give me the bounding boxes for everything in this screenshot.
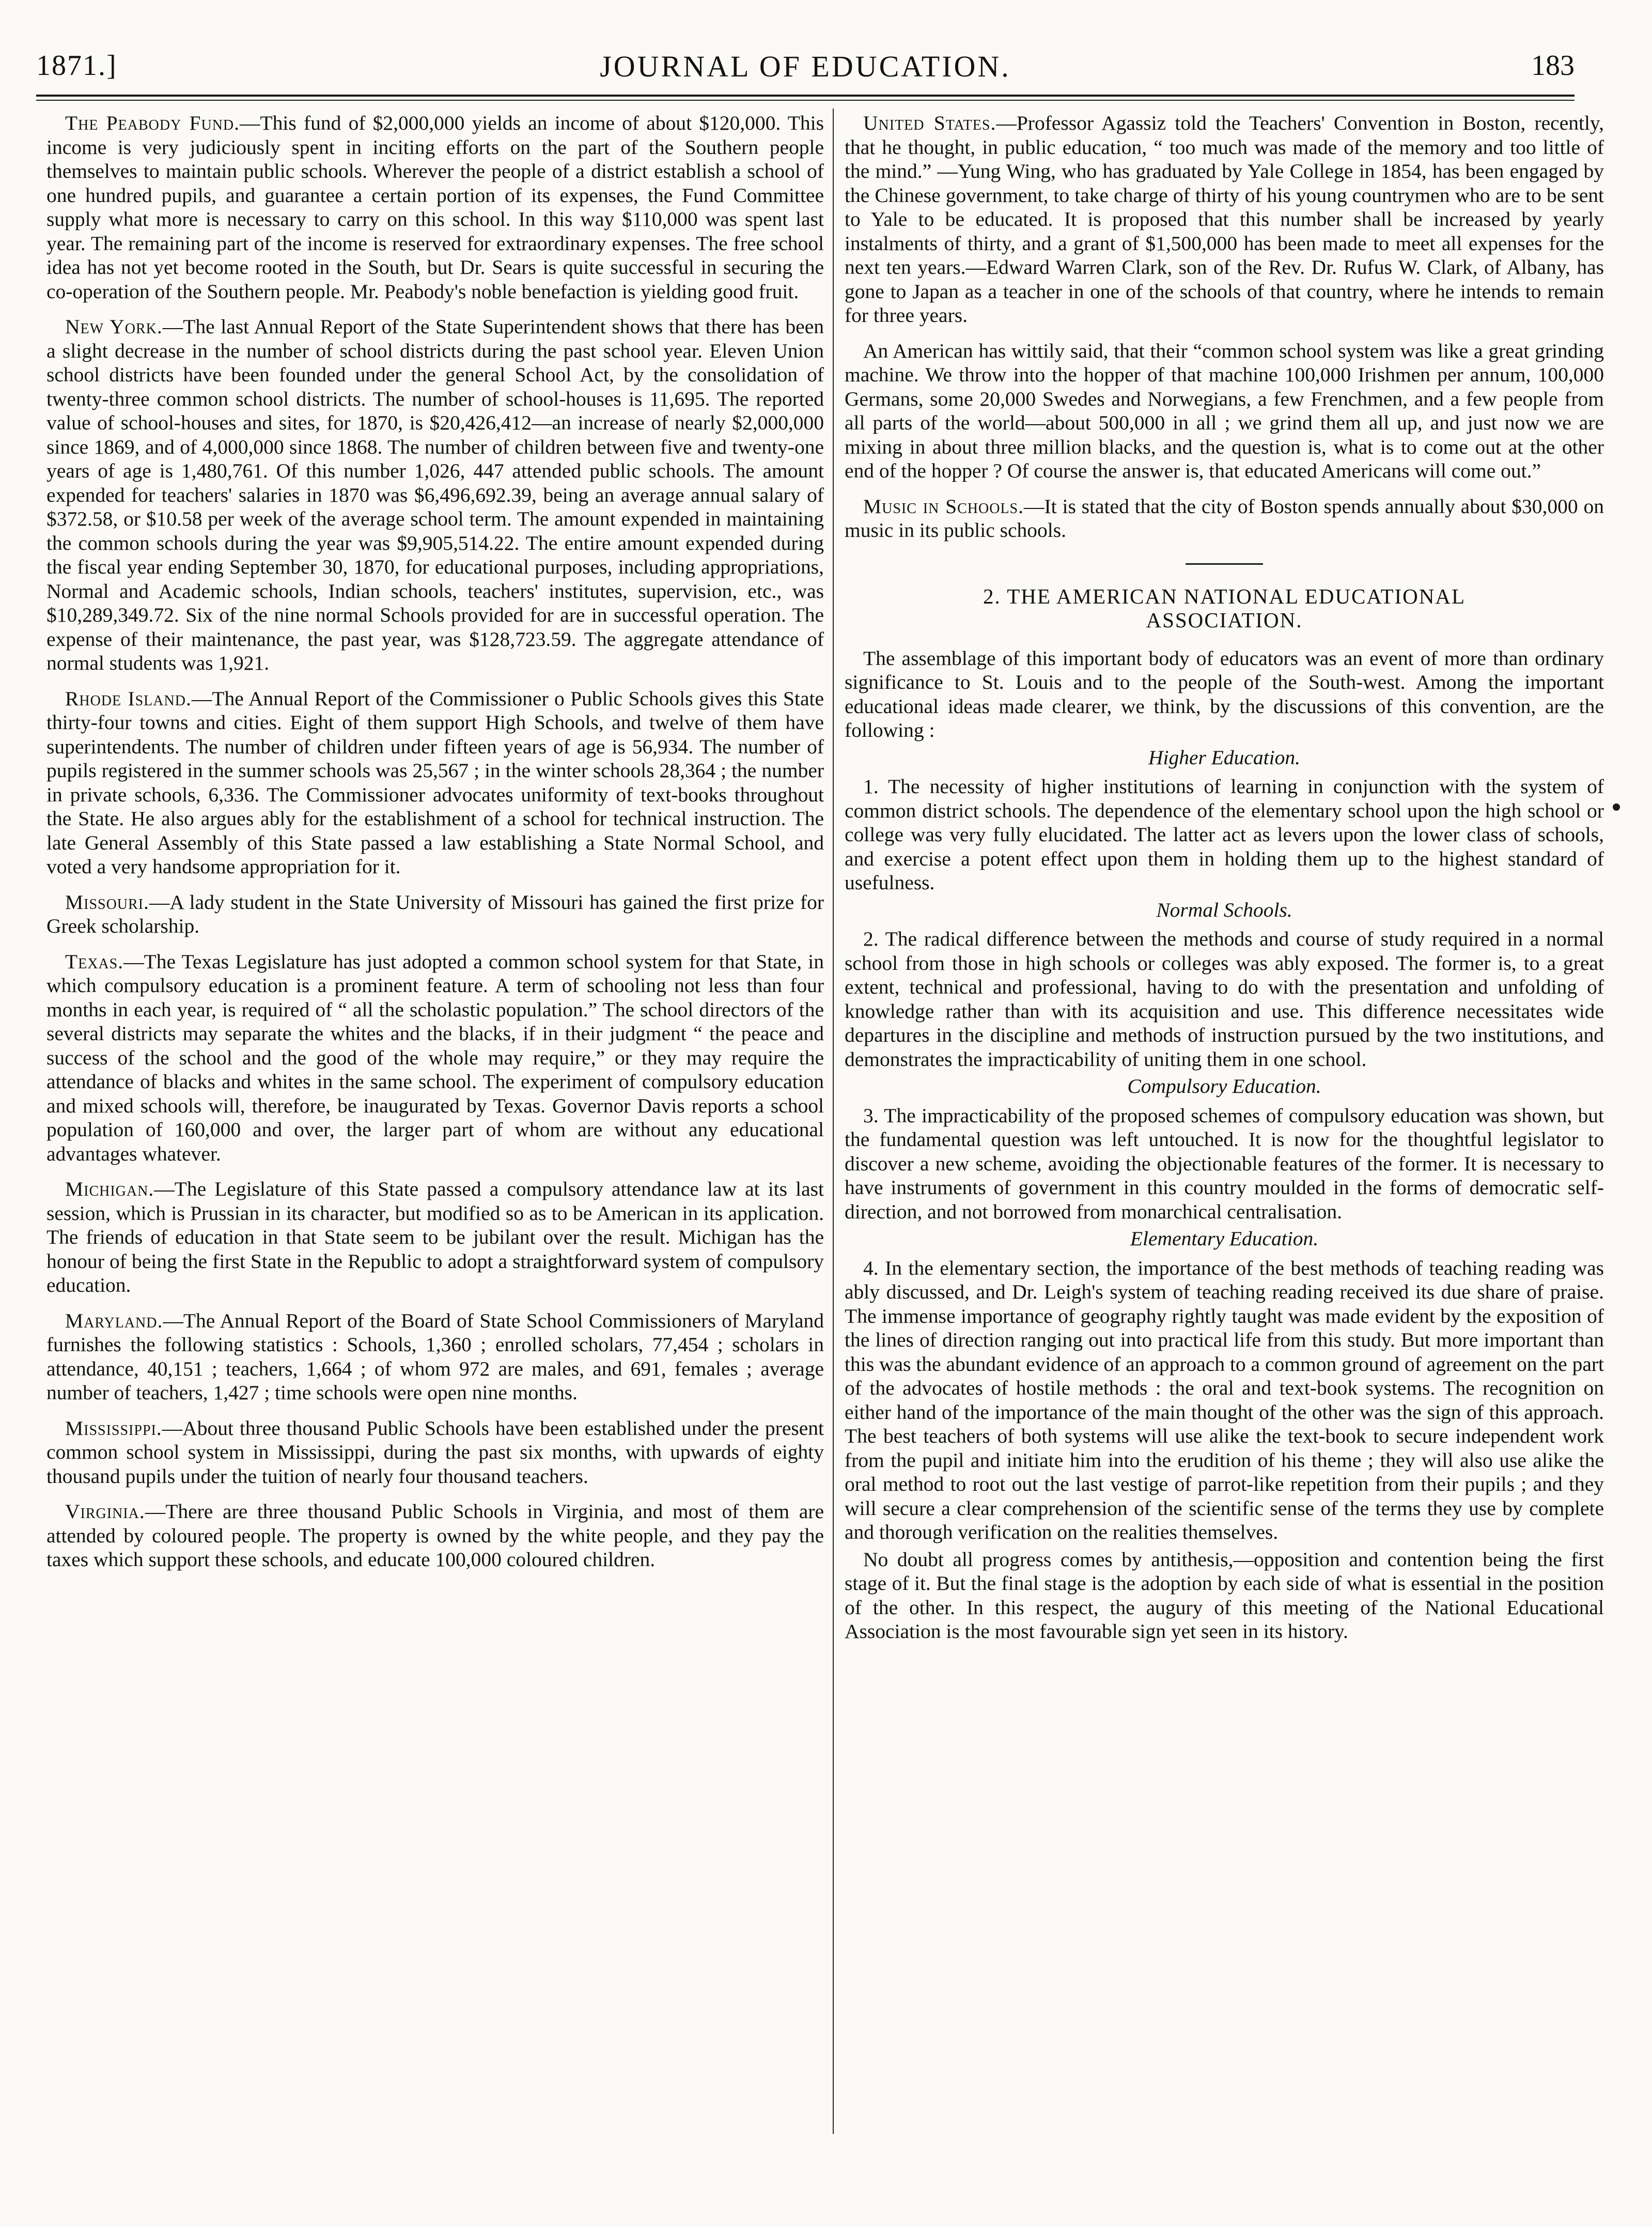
article-michigan	[46, 1177, 824, 1297]
article-mississippi	[46, 1416, 824, 1489]
column-divider	[833, 109, 834, 2134]
article-label: Mississippi.	[65, 1416, 162, 1440]
article-text: —This fund of $2,000,000 yields an income of about $120,000. This income is very judiciously spent in inciting efforts on the part of the Southern people themselves to maintain public schools. Wherever the people of a district establish a school of one hundred pupils, and guarantee a certain portion of its expenses, the Fund Committee supply what more is necessary to carry on this school. In this way $110,000 was spent last year. The remaining part of the income is reserved for extraordinary expenses. The free school idea has not yet become rooted in the South, but Dr. Sears is quite successful in securing the co-operation of the Southern people. Mr. Peabody's noble benefaction is yielding good fruit.	[46, 112, 824, 303]
margin-dot	[1613, 803, 1620, 811]
journal-title: JOURNAL OF EDUCATION.	[600, 50, 1011, 83]
article-label: Virginia.	[65, 1500, 145, 1523]
article-maryland	[46, 1309, 824, 1405]
point-elementary-education: 4. In the elementary section, the importance of the best methods of teaching reading was ably discussed, and Dr. Leigh's system of teaching reading received its due share of praise. The immense importance of geography rightly taught was made evident by the exposition of the lines of direction ranging out into practical life from this study. But more important than this was the abundant evidence of an approach to a common ground of agreement on the part of the advocates of hostile methods : the oral and text-book systems. The recognition on either hand of the importance of the main thought of the other was the sign of this approach. The best teachers of both systems will use alike the text-book to secure independent work from the pupil and initiate him into the erudition of his theme ; they will also use alike the oral method to root out the last vestige of parrot-like repetition from their pupils ; and they will secure a clear comprehension of the scientific sense of the terms they use by complete and thorough verification on the realities themselves.	[845, 1256, 1604, 1543]
article-text: —About three thousand Public Schools have been established under the present common school system in Mississippi, during the past six months, with upwards of eighty thousand pupils under the tuition of nearly four thousand teachers.	[46, 1416, 824, 1488]
article-texas	[46, 950, 824, 1166]
article-text: —It is stated that the city of Boston spends annually about $30,000 on music in its public schools.	[845, 494, 1604, 542]
article-peabody-fund	[46, 111, 824, 303]
article-label: Missouri.	[65, 890, 149, 914]
subheading-higher-education: Higher Education.	[1148, 746, 1300, 769]
subheading-elementary-education: Elementary Education.	[1130, 1227, 1319, 1250]
article-label: Rhode Island.	[65, 687, 192, 710]
article-text: —Professor Agassiz told the Teachers' Convention in Boston, recently, that he thought, in public education, “ too much was made of the memory and too little of the mind.” —Yung Wing, who has graduated by Yale College in 1854, has been engaged by the Chinese government, to take charge of thirty of his young countrymen who are to be sent to Yale to be educated. It is proposed that this number shall be increased by yearly instalments of thirty, and a grant of $1,500,000 has been made to meet all expenses for the next ten years.—Edward Warren Clark, son of the Rev. Dr. Rufus W. Clark, of Albany, has gone to Japan as a teacher in one of the schools of that country, where he intends to remain for three years.	[845, 112, 1604, 327]
article-text: —The last Annual Report of the State Superintendent shows that there has been a slight decrease in the number of school districts during the past school year. Eleven Union school districts have been founded under the general School Act, by the consolidation of twenty-three common school districts. The number of school-houses is 11,695. The reported value of school-houses and sites, for 1870, is $20,426,412—an increase of nearly $2,000,000 since 1869, and of 4,000,000 since 1868. The number of children between five and twenty-one years of age is 1,480,761. Of this number 1,026, 447 attended public schools. The amount expended for teachers' salaries in 1870 was $6,496,692.39, being an average annual salary of $372.58, or $10.58 per week of the average school term. The amount expended in maintaining the common schools during the year was $9,905,514.22. The entire amount expended during the fiscal year ending September 30, 1870, for educational purposes, including appropriations, Normal and Academic schools, Indian schools, teachers' institutes, supervision, etc., was $10,289,349.72. Six of the nine normal Schools provided for are in successful operation. The expense of their maintenance, the past year, was $128,723.59. The aggregate attendance of normal students was 1,921.	[46, 315, 824, 674]
article-rhode-island	[46, 687, 824, 879]
article-text: —The Annual Report of the Board of State School Commissioners of Maryland furnishes the following statistics : Schools, 1,360 ; enrolled scholars, 77,454 ; scholars in attendance, 40,151 ; teachers, 1,664 ; of whom 972 are males, and 691, females ; average number of teachers, 1,427 ; time schools were open nine months.	[46, 1309, 824, 1404]
header-rule-thick	[36, 95, 1575, 97]
header-rule-thin	[36, 100, 1575, 101]
closing-paragraph: No doubt all progress comes by antithesis,—opposition and contention being the first stage of it. But the final stage is the adoption by each side of what is essential in the position of the other. In this respect, the augury of this meeting of the National Educational Association is the most favourable sign yet seen in its history.	[845, 1548, 1604, 1643]
article-text: —There are three thousand Public Schools in Virginia, and most of them are attended by coloured people. The property is owned by the white people, and they pay the taxes which support these schools, and educate 100,000 coloured children.	[46, 1500, 824, 1571]
point-compulsory-education: 3. The impracticability of the proposed schemes of compulsory education was shown, but the fundamental question was left untouched. It is now for the thoughtful legislator to discover a new scheme, avoiding the objectionable features of the former. It is necessary to have instruments of government in this country moulded in the forms of democratic self-direction, and not borrowed from monarchical centralisation.	[845, 1104, 1604, 1223]
article-label: The Peabody Fund.	[65, 112, 240, 134]
subheading-compulsory-education: Compulsory Education.	[1127, 1075, 1321, 1097]
article-text: —A lady student in the State University of Missouri has gained the first prize for Greek scholarship.	[46, 890, 824, 937]
article-text: —The Annual Report of the Commissioner o Public Schools gives this State thirty-four towns and cities. Eight of them support High Schools, and twelve of them have superintendents. The number of children under fifteen years of age is 56,934. The number of pupils registered in the summer schools was 25,567 ; in the winter schools 28,364 ; the number in private schools, 6,336. The Commissioner advocates uniformity of text-books throughout the State. He also argues ably for the establishment of a school for technical instruction. The late General Assembly of this State passed a law establishing a State Normal School, and voted a very handsome appropriation for it.	[46, 687, 824, 878]
point-normal-schools: 2. The radical difference between the methods and course of study required in a normal school from those in high schools or colleges was ably exposed. The former is, to a great extent, technical and professional, having to do with the presentation and unfolding of knowledge rather than with its acquisition and use. This difference necessitates wide departures in the discipline and methods of instruction pursued by the two institutions, and demonstrates the impracticability of uniting them in one school.	[845, 927, 1604, 1071]
article-virginia	[46, 1499, 824, 1572]
section-separator	[1186, 563, 1263, 565]
article-label: United States.	[863, 112, 996, 134]
article-text: —The Legislature of this State passed a compulsory attendance law at its last session, which is Prussian in its character, but modified so as to be American in its application. The friends of education in that State seem to be jubilant over the result. Michigan has the honour of being the first State in the Republic to adopt a straightforward system of compulsory education.	[46, 1178, 824, 1296]
article-text: —The Texas Legislature has just adopted a common school system for that State, in which compulsory education is a prominent feature. A term of schooling not less than four months in each year, is required of “ all the scholastic population.” The school directors of the several districts may separate the whites and the blacks, if in their judgment “ the peace and success of the school and the good of the whole may require,” or they may require the attendance of blacks and whites in the same school. The experiment of compulsory education and mixed schools will, therefore, be inaugurated by Texas. Governor Davis reports a school population of 160,000 and over, the larger part of whom are without any educational advantages whatever.	[46, 950, 824, 1165]
page-number: 183	[1531, 50, 1575, 82]
article-text: An American has wittily said, that their “common school system was like a great grinding machine. We throw into the hopper of that machine 100,000 Irishmen per annum, 100,000 Germans, some 20,000 Swedes and Norwegians, a few Frenchmen, and a few people from all parts of the world—about 500,000 in all ; we grind them all up, and just now we are mixing in about three million blacks, and the question is, what is to come out at the other end of the hopper ? Of course the answer is, that educated Americans will come out.”	[845, 339, 1604, 482]
header-year: 1871.]	[36, 50, 117, 82]
article-music-in-schools	[845, 494, 1604, 543]
section-intro: The assemblage of this important body of educators was an event of more than ordinary significance to St. Louis and to the people of the South-west. Among the important educational ideas made clearer, we think, by the discussions of this convention, are the following :	[845, 646, 1604, 741]
article-label: Michigan.	[65, 1178, 154, 1200]
article-missouri	[46, 890, 824, 938]
article-label: New York.	[65, 315, 163, 338]
point-higher-education: 1. The necessity of higher institutions of learning in conjunction with the system of common district schools. The dependence of the elementary school upon the high school or college was very fully elucidated. The latter act as levers upon the lower class of schools, and exercise a potent effect upon them in holding them up to the highest standard of usefulness.	[845, 775, 1604, 894]
article-united-states	[845, 111, 1604, 328]
section-title: 2. THE AMERICAN NATIONAL EDUCATIONAL ASSOCIATION.	[983, 584, 1466, 632]
left-column	[46, 111, 824, 1583]
article-new-york	[46, 315, 824, 675]
right-column	[845, 111, 1604, 1647]
subheading-normal-schools: Normal Schools.	[1156, 898, 1292, 921]
article-label: Texas.	[65, 950, 124, 973]
article-common-school-quote	[845, 339, 1604, 483]
page-header	[36, 49, 1575, 90]
article-label: Maryland.	[65, 1309, 163, 1332]
article-label: Music in Schools.	[863, 494, 1024, 518]
